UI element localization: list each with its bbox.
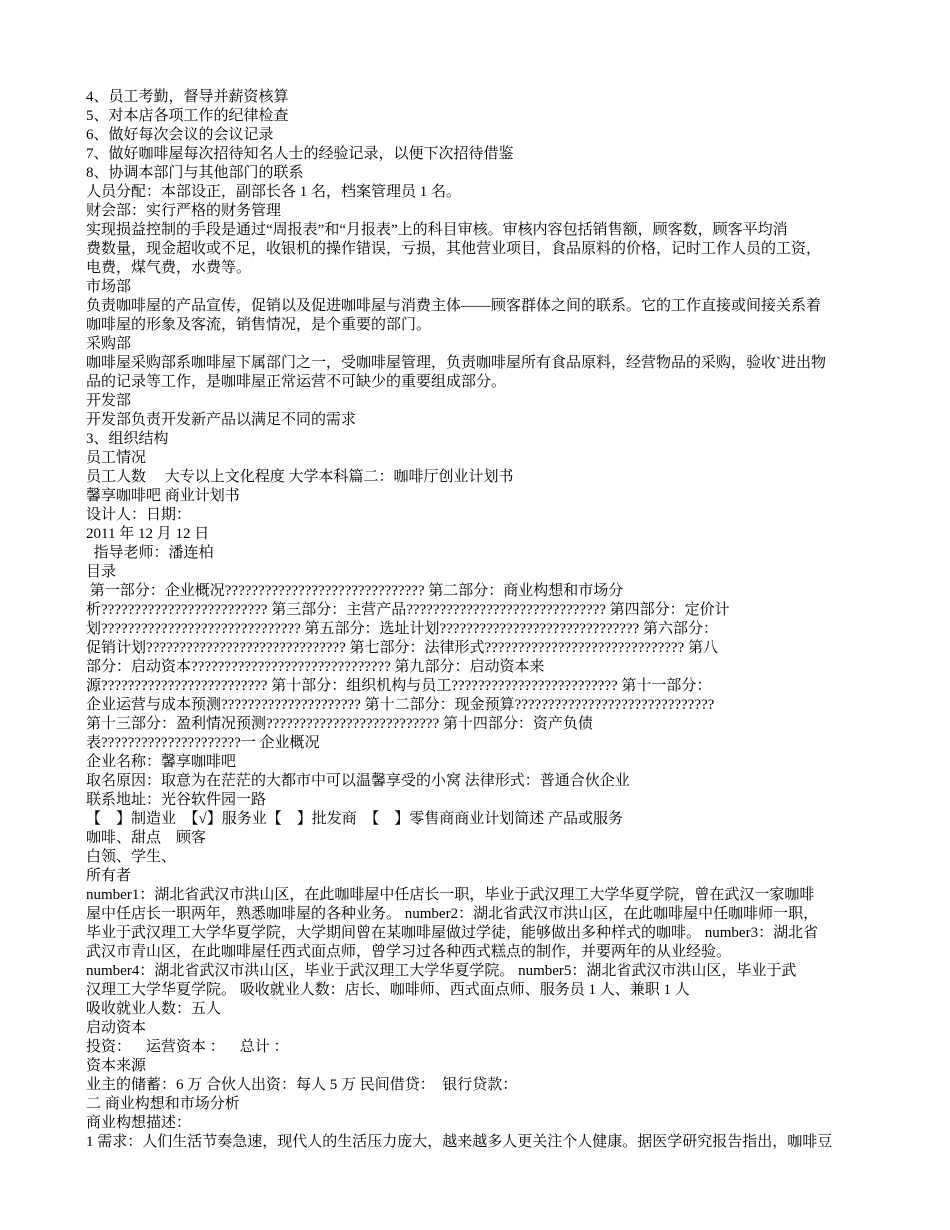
- text-line: 促销计划?????????????????????????????? 第七部分：法律形式?????????????????????????????? 第八: [86, 640, 718, 656]
- text-line: 取名原因：取意为在茫茫的大都市中可以温馨享受的小窝 法律形式：普通合伙企业: [86, 773, 630, 789]
- text-line: 电费，煤气费，水费等。: [86, 260, 252, 276]
- text-line: 表?????????????????????一 企业概况: [86, 735, 320, 751]
- text-line: 市场部: [86, 279, 132, 295]
- text-line: 4、员工考勤，督导并薪资核算: [86, 89, 289, 105]
- text-line: 品的记录等工作，是咖啡屋正常运营不可缺少的重要组成部分。: [86, 374, 507, 390]
- text-line: 资本来源: [86, 1058, 147, 1074]
- text-line: 划?????????????????????????????? 第五部分：选址计划?????????????????????????????? 第六部分：: [86, 621, 718, 637]
- text-line: 员工人数 大专以上文化程度 大学本科篇二：咖啡厅创业计划书: [86, 469, 514, 485]
- document-text: [86, 88, 872, 1152]
- text-line: 部分：启动资本?????????????????????????????? 第九部分：启动资本来: [86, 659, 545, 675]
- text-line: 咖啡屋采购部系咖啡屋下属部门之一，受咖啡屋管理，负责咖啡屋所有食品原料，经营物品的采购，验收`进出物: [86, 355, 827, 371]
- text-line: number1：湖北省武汉市洪山区，在此咖啡屋中任店长一职，毕业于武汉理工大学华夏学院，曾在武汉一家咖啡: [86, 887, 815, 903]
- text-line: 财会部：实行严格的财务管理: [86, 203, 282, 219]
- text-line: 馨享咖啡吧 商业计划书: [86, 488, 240, 504]
- text-line: 设计人：日期：: [86, 507, 192, 523]
- text-line: 咖啡屋的形象及客流，销售情况，是个重要的部门。: [86, 317, 432, 333]
- text-line: 白领、学生、: [86, 849, 177, 865]
- text-line: 企业运营与成本预测????????????????????? 第十二部分：现金预算??????????????????????????????: [86, 697, 715, 713]
- text-line: 采购部: [86, 336, 132, 352]
- text-line: 析????????????????????????? 第三部分：主营产品?????????????????????????????? 第四部分：定价计: [86, 602, 730, 618]
- text-line: 屋中任店长一职两年，熟悉咖啡屋的各种业务。 number2：湖北省武汉市洪山区，在此咖啡屋中任咖啡师一职，: [86, 906, 819, 922]
- text-line: 负责咖啡屋的产品宣传，促销以及促进咖啡屋与消费主体——顾客群体之间的联系。它的工作直接或间接关系着: [86, 298, 822, 314]
- text-line: 6、做好每次会议的会议记录: [86, 127, 274, 143]
- text-line: 3、组织结构: [86, 431, 169, 447]
- text-line: 开发部: [86, 393, 132, 409]
- text-line: 企业名称：馨享咖啡吧: [86, 754, 237, 770]
- text-line: 二 商业构想和市场分析: [86, 1096, 240, 1112]
- text-line: 员工情况: [86, 450, 147, 466]
- text-line: 指导老师：潘连柏: [86, 545, 214, 561]
- text-line: 业主的储蓄：6 万 合伙人出资：每人 5 万 民间借贷： 银行贷款：: [86, 1077, 518, 1093]
- text-line: 第十三部分：盈利情况预测?????????????????????????? 第十四部分：资产负债: [86, 716, 593, 732]
- text-line: 费数量，现金超收或不足，收银机的操作错误，亏损，其他营业项目，食品原料的价格，记时工作人员的工资，: [86, 241, 822, 257]
- text-line: 咖啡、甜点 顾客: [86, 830, 207, 846]
- text-line: 启动资本: [86, 1020, 147, 1036]
- text-line: 人员分配：本部设正，副部长各 1 名，档案管理员 1 名。: [86, 184, 462, 200]
- text-line: 2011 年 12 月 12 日: [86, 526, 210, 542]
- text-line: 实现损益控制的手段是通过“周报表”和“月报表”上的科目审核。审核内容包括销售额，顾客数，顾客平均消: [86, 222, 788, 238]
- text-line: 开发部负责开发新产品以满足不同的需求: [86, 412, 357, 428]
- text-line: 第一部分：企业概况?????????????????????????????? 第二部分：商业构想和市场分: [86, 583, 624, 599]
- text-line: 联系地址：光谷软件园一路: [86, 792, 267, 808]
- text-line: 武汉市青山区，在此咖啡屋任西式面点师，曾学习过各种西式糕点的制作，并要两年的从业经验。: [86, 944, 732, 960]
- text-line: 吸收就业人数：五人: [86, 1001, 222, 1017]
- text-line: 汉理工大学华夏学院。 吸收就业人数：店长、咖啡师、西式面点师、服务员 1 人、兼职 1 人: [86, 982, 690, 998]
- text-line: 8、协调本部门与其他部门的联系: [86, 165, 304, 181]
- text-line: 商业构想描述：: [86, 1115, 192, 1131]
- text-line: 【 】制造业 【√】服务业【 】批发商 【 】零售商商业计划简述 产品或服务: [86, 811, 623, 827]
- text-line: number4：湖北省武汉市洪山区，毕业于武汉理工大学华夏学院。 number5：湖北省武汉市洪山区，毕业于武: [86, 963, 797, 979]
- text-line: 1 需求：人们生活节奏急速，现代人的生活压力庞大，越来越多人更关注个人健康。据医学研究报告指出，咖啡豆: [86, 1134, 833, 1150]
- text-line: 5、对本店各项工作的纪律检查: [86, 108, 289, 124]
- text-line: 源????????????????????????? 第十部分：组织机构与员工????????????????????????? 第十一部分：: [86, 678, 712, 694]
- text-line: 毕业于武汉理工大学华夏学院，大学期间曾在某咖啡屋做过学徒，能够做出多种样式的咖啡。 number3：湖北省: [86, 925, 819, 941]
- text-line: 投资： 运营资本 ： 总计 ：: [86, 1039, 289, 1055]
- text-line: 目录: [86, 564, 117, 580]
- text-line: 7、做好咖啡屋每次招待知名人士的经验记录，以便下次招待借鉴: [86, 146, 514, 162]
- text-line: 所有者: [86, 868, 132, 884]
